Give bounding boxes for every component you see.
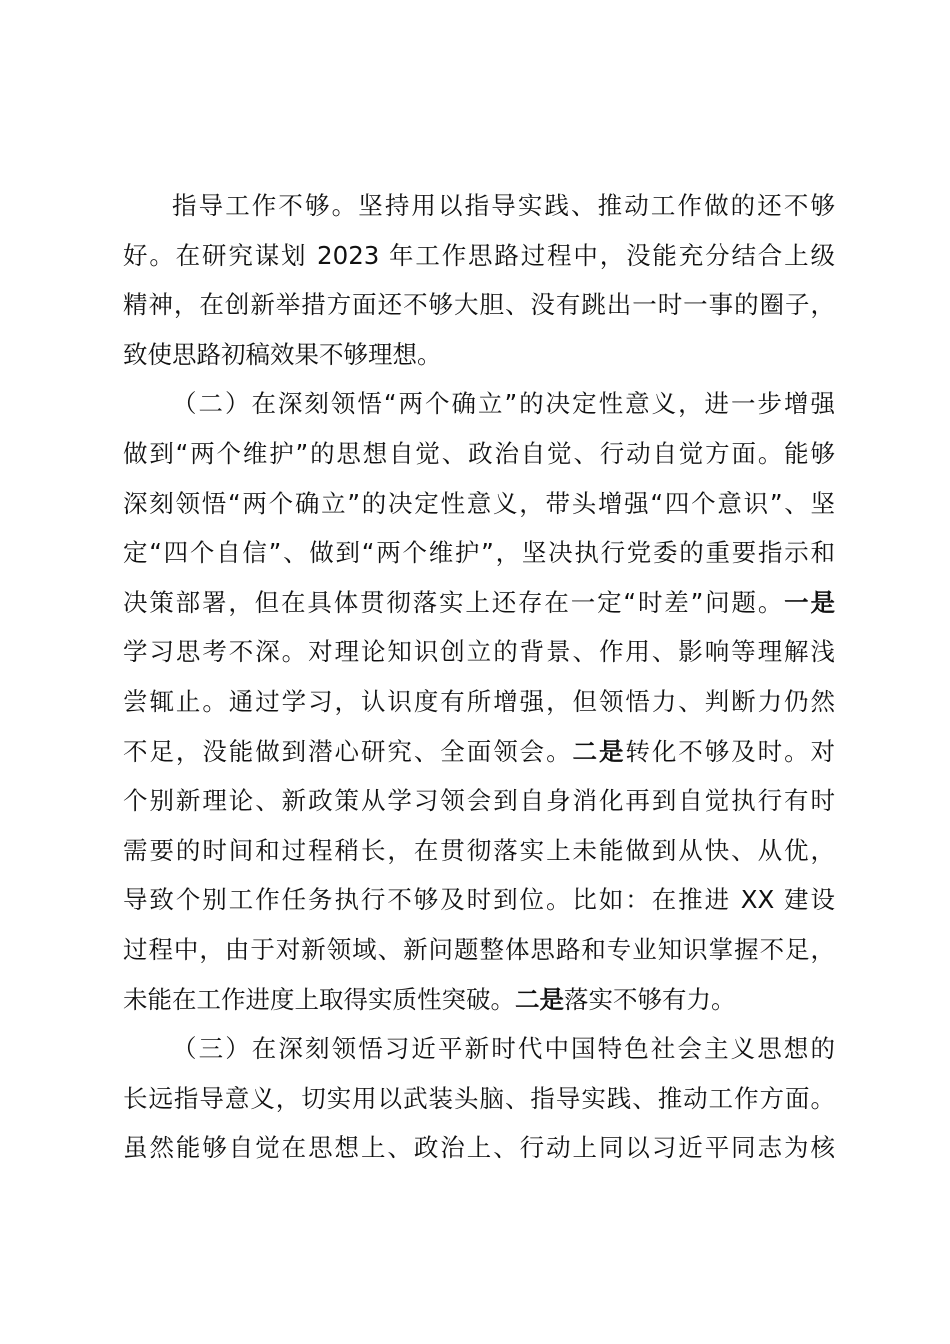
text-line	[123, 975, 835, 1025]
text-segment: 个别新理论、新政策从学习领会到自身消化再到自觉执行有时	[123, 786, 835, 816]
text-line	[123, 578, 835, 628]
text-line	[123, 479, 835, 529]
text-line	[123, 875, 835, 925]
text-line	[123, 1074, 835, 1124]
text-segment: 导致个别工作任务执行不够及时到位。比如：在推进 XX 建设	[123, 885, 835, 915]
text-segment: 转化不够及时。对	[625, 736, 836, 766]
text-segment: 需要的时间和过程稍长，在贯彻落实上未能做到从快、从优，	[123, 835, 835, 865]
bold-marker: 二是	[572, 736, 626, 766]
text-line	[123, 925, 835, 975]
text-segment: 决策部署，但在具体贯彻落实上还存在一定“时差”问题。	[123, 587, 785, 617]
text-segment: 致使思路初稿效果不够理想。	[123, 339, 442, 369]
text-line	[123, 330, 835, 380]
text-line	[123, 677, 835, 727]
text-line	[123, 1123, 835, 1173]
text-segment: 做到“两个维护”的思想自觉、政治自觉、行动自觉方面。能够	[123, 439, 835, 468]
text-segment: 虽然能够自觉在思想上、政治上、行动上同以习近平同志为核	[123, 1133, 835, 1163]
text-segment: 定“四个自信”、做到“两个维护”，坚决执行党委的重要指示和	[123, 538, 835, 568]
text-segment: 未能在工作进度上取得实质性突破。	[123, 984, 515, 1014]
bold-marker: 一是	[784, 587, 835, 617]
text-line	[123, 231, 835, 281]
text-line	[123, 776, 835, 826]
text-line	[123, 528, 835, 578]
text-segment: （二）在深刻领悟“两个确立”的决定性意义，进一步增强	[172, 389, 835, 419]
text-segment: 好。在研究谋划 2023 年工作思路过程中，没能充分结合上级	[123, 240, 835, 270]
text-line	[123, 429, 835, 479]
text-segment: 落实不够有力。	[564, 984, 736, 1014]
text-segment: 长远指导意义，切实用以武装头脑、指导实践、推动工作方面。	[123, 1083, 835, 1113]
text-line	[123, 280, 835, 330]
text-segment: 不足，没能做到潜心研究、全面领会。	[123, 736, 573, 766]
text-segment: 深刻领悟“两个确立”的决定性意义，带头增强“四个意识”、坚	[123, 488, 835, 518]
text-segment: 精神，在创新举措方面还不够大胆、没有跳出一时一事的圈子，	[123, 290, 835, 320]
text-line	[123, 727, 835, 777]
text-line	[172, 379, 835, 429]
text-segment: （三）在深刻领悟习近平新时代中国特色社会主义思想的	[172, 1034, 835, 1064]
bold-marker: 二是	[515, 984, 564, 1014]
text-segment: 尝辄止。通过学习，认识度有所增强，但领悟力、判断力仍然	[123, 687, 835, 716]
text-line	[123, 826, 835, 876]
text-segment: 学习思考不深。对理论知识创立的背景、作用、影响等理解浅	[123, 637, 835, 667]
text-line	[123, 627, 835, 677]
text-line	[172, 1024, 835, 1074]
text-segment: 过程中，由于对新领域、新问题整体思路和专业知识掌握不足，	[123, 935, 835, 964]
text-segment: 指导工作不够。坚持用以指导实践、推动工作做的还不够	[172, 191, 835, 220]
text-line	[172, 181, 835, 231]
